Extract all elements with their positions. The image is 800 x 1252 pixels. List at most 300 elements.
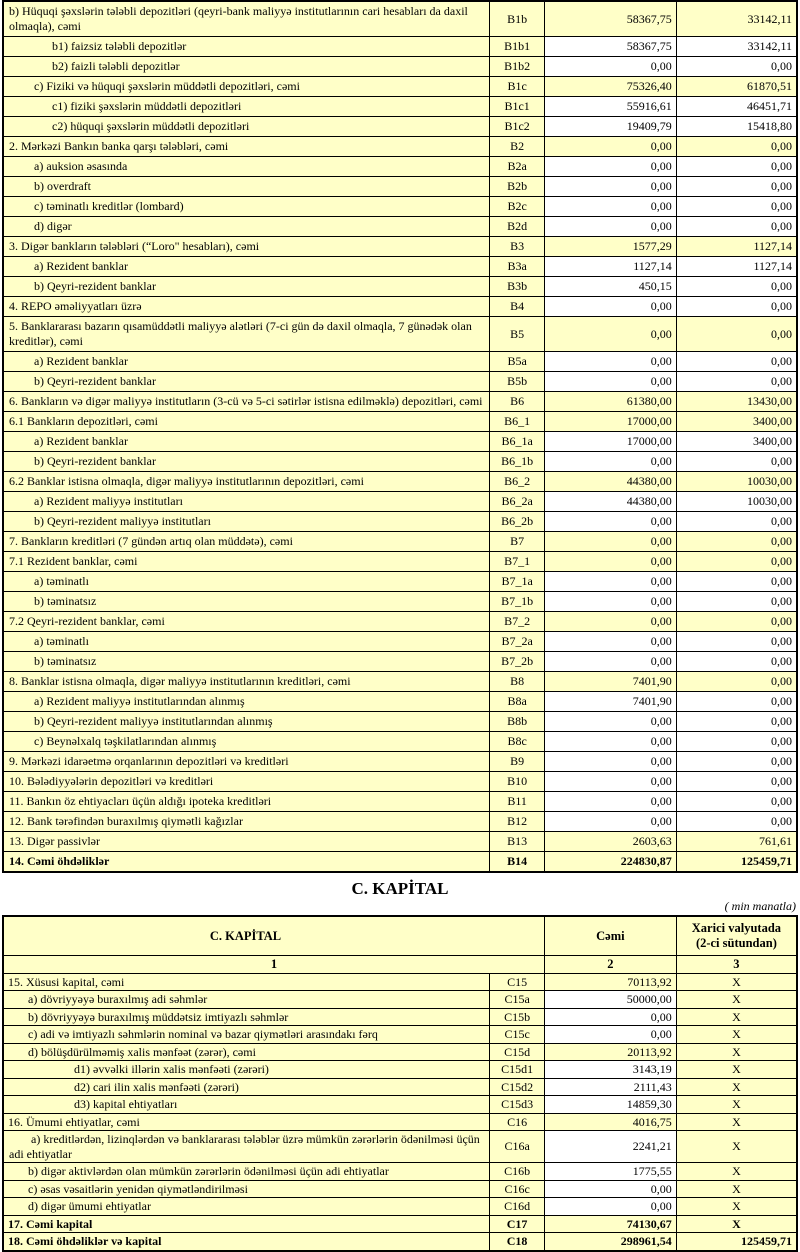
row-code: B3b bbox=[490, 277, 545, 297]
value-total: 0,00 bbox=[545, 137, 677, 157]
row-label: a) Rezident banklar bbox=[3, 432, 490, 452]
row-code: C16b bbox=[490, 1163, 545, 1181]
value-total: 0,00 bbox=[545, 712, 677, 732]
value-foreign-currency: 10030,00 bbox=[676, 492, 797, 512]
value-foreign-currency: 0,00 bbox=[676, 277, 797, 297]
row-C16d bbox=[3, 1198, 797, 1216]
row-code: B1c2 bbox=[490, 117, 545, 137]
row-code: C18 bbox=[490, 1233, 545, 1251]
row-code: C16d bbox=[490, 1198, 545, 1216]
row-B3b bbox=[3, 277, 797, 297]
row-B6_1b bbox=[3, 452, 797, 472]
row-code: B6_1 bbox=[490, 412, 545, 432]
row-code: B6_2 bbox=[490, 472, 545, 492]
row-code: B5b bbox=[490, 372, 545, 392]
row-code: B14 bbox=[490, 852, 545, 873]
row-label: b) Qeyri-rezident maliyyə institutları bbox=[3, 512, 490, 532]
row-C16 bbox=[3, 1113, 797, 1131]
value-total: 0,00 bbox=[545, 812, 677, 832]
row-code: B7_2a bbox=[490, 632, 545, 652]
row-label: b) təminatsız bbox=[3, 592, 490, 612]
row-B3 bbox=[3, 237, 797, 257]
row-code: C15c bbox=[490, 1026, 545, 1044]
row-code: C16 bbox=[490, 1113, 545, 1131]
row-B2c bbox=[3, 197, 797, 217]
value-foreign-currency: 0,00 bbox=[676, 532, 797, 552]
row-B14 bbox=[3, 852, 797, 873]
row-code: B6_2a bbox=[490, 492, 545, 512]
value-foreign-currency: 125459,71 bbox=[676, 852, 797, 873]
row-code: B8b bbox=[490, 712, 545, 732]
row-B5b bbox=[3, 372, 797, 392]
row-C18 bbox=[3, 1233, 797, 1251]
value-foreign-currency: 15418,80 bbox=[676, 117, 797, 137]
value-total: 70113,92 bbox=[545, 973, 677, 991]
row-B1c2 bbox=[3, 117, 797, 137]
row-label: c) əsas vəsaitlərin yenidən qiymətləndirilməsi bbox=[3, 1180, 490, 1198]
value-total: 0,00 bbox=[545, 552, 677, 572]
value-foreign-currency: 33142,11 bbox=[676, 1, 797, 37]
kapital-header-fx-line1: Xarici valyutada bbox=[691, 921, 782, 935]
row-code: B5a bbox=[490, 352, 545, 372]
value-total: 0,00 bbox=[545, 177, 677, 197]
row-B6 bbox=[3, 392, 797, 412]
row-label: d1) əvvəlki illərin xalis mənfəəti (zərəri) bbox=[3, 1061, 490, 1079]
row-label: b) Qeyri-rezident maliyyə institutlarından alınmış bbox=[3, 712, 490, 732]
row-code: B6_2b bbox=[490, 512, 545, 532]
row-label: 10. Bələdiyyələrin depozitləri və kreditləri bbox=[3, 772, 490, 792]
row-label: c) Beynəlxalq təşkilatlarından alınmış bbox=[3, 732, 490, 752]
row-code: B1c1 bbox=[490, 97, 545, 117]
row-label: a) dövriyyəyə buraxılmış adi səhmlər bbox=[3, 991, 490, 1009]
row-label: b) dövriyyəyə buraxılmış müddətsiz imtiyazlı səhmlər bbox=[3, 1008, 490, 1026]
row-label: 2. Mərkəzi Bankın banka qarşı tələbləri, cəmi bbox=[3, 137, 490, 157]
value-total: 298961,54 bbox=[545, 1233, 677, 1251]
row-C15d2 bbox=[3, 1078, 797, 1096]
row-label: b) təminatsız bbox=[3, 652, 490, 672]
row-label: 13. Digər passivlər bbox=[3, 832, 490, 852]
value-total: 20113,92 bbox=[545, 1043, 677, 1061]
row-code: B7 bbox=[490, 532, 545, 552]
row-B1c bbox=[3, 77, 797, 97]
row-label: 14. Cəmi öhdəliklər bbox=[3, 852, 490, 873]
row-label: b2) faizli tələbli depozitlər bbox=[3, 57, 490, 77]
row-code: B8c bbox=[490, 732, 545, 752]
row-code: B3 bbox=[490, 237, 545, 257]
row-code: B2b bbox=[490, 177, 545, 197]
value-foreign-currency: 0,00 bbox=[676, 217, 797, 237]
row-code: C15 bbox=[490, 973, 545, 991]
kapital-table bbox=[2, 915, 798, 1252]
row-B2 bbox=[3, 137, 797, 157]
row-code: B7_2 bbox=[490, 612, 545, 632]
kapital-header-fx-currency bbox=[676, 916, 797, 956]
row-B6_2 bbox=[3, 472, 797, 492]
row-C15d bbox=[3, 1043, 797, 1061]
value-total: 0,00 bbox=[545, 752, 677, 772]
value-total: 2241,21 bbox=[545, 1131, 677, 1163]
value-total: 7401,90 bbox=[545, 692, 677, 712]
value-total: 0,00 bbox=[545, 317, 677, 352]
value-foreign-currency: X bbox=[676, 1008, 797, 1026]
value-total: 2111,43 bbox=[545, 1078, 677, 1096]
row-code: B1b2 bbox=[490, 57, 545, 77]
row-label: a) təminatlı bbox=[3, 572, 490, 592]
row-code: B1c bbox=[490, 77, 545, 97]
value-total: 3143,19 bbox=[545, 1061, 677, 1079]
value-foreign-currency: 13430,00 bbox=[676, 392, 797, 412]
row-label: a) Rezident maliyyə institutları bbox=[3, 492, 490, 512]
row-label: 3. Digər bankların tələbləri (“Loro" hesabları), cəmi bbox=[3, 237, 490, 257]
value-total: 0,00 bbox=[545, 632, 677, 652]
value-foreign-currency: X bbox=[676, 1163, 797, 1181]
row-code: B7_1 bbox=[490, 552, 545, 572]
row-label: d3) kapital ehtiyatları bbox=[3, 1096, 490, 1114]
row-label: a) kreditlərdən, lizinqlərdən və banklararası tələblər üzrə mümkün zərərlərin ödənilməsi üçün adi ehtiyatlar bbox=[3, 1131, 490, 1163]
value-foreign-currency: 0,00 bbox=[676, 652, 797, 672]
row-code: C15d2 bbox=[490, 1078, 545, 1096]
value-total: 75326,40 bbox=[545, 77, 677, 97]
row-code: C15d bbox=[490, 1043, 545, 1061]
row-code: B6_1b bbox=[490, 452, 545, 472]
value-total: 0,00 bbox=[545, 1198, 677, 1216]
row-code: B9 bbox=[490, 752, 545, 772]
value-total: 58367,75 bbox=[545, 37, 677, 57]
row-B1c1 bbox=[3, 97, 797, 117]
value-total: 50000,00 bbox=[545, 991, 677, 1009]
row-label: b) Qeyri-rezident banklar bbox=[3, 452, 490, 472]
value-total: 0,00 bbox=[545, 652, 677, 672]
row-B7_1b bbox=[3, 592, 797, 612]
value-foreign-currency: 0,00 bbox=[676, 317, 797, 352]
value-foreign-currency: 0,00 bbox=[676, 552, 797, 572]
row-B12 bbox=[3, 812, 797, 832]
value-total: 55916,61 bbox=[545, 97, 677, 117]
value-total: 1127,14 bbox=[545, 257, 677, 277]
value-foreign-currency: 0,00 bbox=[676, 352, 797, 372]
row-code: B13 bbox=[490, 832, 545, 852]
row-label: 18. Cəmi öhdəliklər və kapital bbox=[3, 1233, 490, 1251]
value-total: 44380,00 bbox=[545, 472, 677, 492]
row-code: C15d3 bbox=[490, 1096, 545, 1114]
value-total: 0,00 bbox=[545, 512, 677, 532]
row-label: b) overdraft bbox=[3, 177, 490, 197]
row-code: B1b1 bbox=[490, 37, 545, 57]
row-B6_1 bbox=[3, 412, 797, 432]
row-C15d1 bbox=[3, 1061, 797, 1079]
value-total: 58367,75 bbox=[545, 1, 677, 37]
row-B1b bbox=[3, 1, 797, 37]
row-label: 12. Bank tərəfindən buraxılmış qiymətli kağızlar bbox=[3, 812, 490, 832]
section-title-kapital: C. KAPİTAL bbox=[351, 879, 449, 898]
row-code: B2c bbox=[490, 197, 545, 217]
row-label: 16. Ümumi ehtiyatlar, cəmi bbox=[3, 1113, 490, 1131]
row-C15c bbox=[3, 1026, 797, 1044]
value-total: 0,00 bbox=[545, 732, 677, 752]
row-label: 15. Xüsusi kapital, cəmi bbox=[3, 973, 490, 991]
value-foreign-currency: X bbox=[676, 991, 797, 1009]
row-label: a) təminatlı bbox=[3, 632, 490, 652]
value-foreign-currency: X bbox=[676, 1180, 797, 1198]
kapital-header-fx-line2: (2-ci sütundan) bbox=[695, 936, 777, 950]
row-code: B6_1a bbox=[490, 432, 545, 452]
column-number-2: 2 bbox=[545, 956, 677, 974]
row-code: B2d bbox=[490, 217, 545, 237]
row-code: B4 bbox=[490, 297, 545, 317]
value-foreign-currency: 3400,00 bbox=[676, 432, 797, 452]
row-B9 bbox=[3, 752, 797, 772]
value-total: 0,00 bbox=[545, 372, 677, 392]
value-foreign-currency: 0,00 bbox=[676, 452, 797, 472]
row-label: d) bölüşdürülməmiş xalis mənfəət (zərər), cəmi bbox=[3, 1043, 490, 1061]
value-foreign-currency: X bbox=[676, 1043, 797, 1061]
value-foreign-currency: 61870,51 bbox=[676, 77, 797, 97]
row-code: B2 bbox=[490, 137, 545, 157]
value-foreign-currency: 0,00 bbox=[676, 157, 797, 177]
row-label: b1) faizsiz tələbli depozitlər bbox=[3, 37, 490, 57]
value-foreign-currency: 0,00 bbox=[676, 812, 797, 832]
value-total: 450,15 bbox=[545, 277, 677, 297]
value-foreign-currency: 125459,71 bbox=[676, 1233, 797, 1251]
value-total: 0,00 bbox=[545, 592, 677, 612]
value-foreign-currency: 0,00 bbox=[676, 712, 797, 732]
row-B1b2 bbox=[3, 57, 797, 77]
row-label: c) təminatlı kreditlər (lombard) bbox=[3, 197, 490, 217]
value-foreign-currency: X bbox=[676, 1215, 797, 1233]
row-label: 17. Cəmi kapital bbox=[3, 1215, 490, 1233]
row-C16b bbox=[3, 1163, 797, 1181]
value-total: 0,00 bbox=[545, 452, 677, 472]
row-B6_2a bbox=[3, 492, 797, 512]
value-total: 14859,30 bbox=[545, 1096, 677, 1114]
value-foreign-currency: X bbox=[676, 973, 797, 991]
unit-note: ( min manatla) bbox=[724, 899, 796, 913]
row-B10 bbox=[3, 772, 797, 792]
row-B8c bbox=[3, 732, 797, 752]
value-foreign-currency: 0,00 bbox=[676, 137, 797, 157]
value-foreign-currency: 0,00 bbox=[676, 612, 797, 632]
row-B8 bbox=[3, 672, 797, 692]
value-total: 0,00 bbox=[545, 1026, 677, 1044]
value-foreign-currency: 0,00 bbox=[676, 732, 797, 752]
row-label: a) auksion əsasında bbox=[3, 157, 490, 177]
row-code: B7_1b bbox=[490, 592, 545, 612]
kapital-header-row bbox=[3, 916, 797, 956]
row-label: 6.1 Bankların depozitləri, cəmi bbox=[3, 412, 490, 432]
value-total: 2603,63 bbox=[545, 832, 677, 852]
row-code: B7_2b bbox=[490, 652, 545, 672]
value-foreign-currency: 0,00 bbox=[676, 57, 797, 77]
kapital-table-body bbox=[3, 916, 797, 1251]
row-B5a bbox=[3, 352, 797, 372]
row-B5 bbox=[3, 317, 797, 352]
row-B6_1a bbox=[3, 432, 797, 452]
value-foreign-currency: X bbox=[676, 1113, 797, 1131]
row-label: d) digər ümumi ehtiyatlar bbox=[3, 1198, 490, 1216]
row-label: d2) cari ilin xalis mənfəəti (zərəri) bbox=[3, 1078, 490, 1096]
row-B3a bbox=[3, 257, 797, 277]
row-code: C16c bbox=[490, 1180, 545, 1198]
row-C17 bbox=[3, 1215, 797, 1233]
row-label: b) Qeyri-rezident banklar bbox=[3, 372, 490, 392]
row-label: b) Qeyri-rezident banklar bbox=[3, 277, 490, 297]
value-foreign-currency: 0,00 bbox=[676, 572, 797, 592]
value-total: 0,00 bbox=[545, 352, 677, 372]
row-label: 8. Banklar istisna olmaqla, digər maliyyə institutlarının kreditləri, cəmi bbox=[3, 672, 490, 692]
value-total: 7401,90 bbox=[545, 672, 677, 692]
value-foreign-currency: 0,00 bbox=[676, 792, 797, 812]
row-B4 bbox=[3, 297, 797, 317]
value-foreign-currency: 10030,00 bbox=[676, 472, 797, 492]
value-total: 74130,67 bbox=[545, 1215, 677, 1233]
row-label: a) Rezident maliyyə institutlarından alınmış bbox=[3, 692, 490, 712]
row-code: B5 bbox=[490, 317, 545, 352]
row-B7 bbox=[3, 532, 797, 552]
row-code: B11 bbox=[490, 792, 545, 812]
value-foreign-currency: 0,00 bbox=[676, 592, 797, 612]
value-total: 1577,29 bbox=[545, 237, 677, 257]
value-total: 224830,87 bbox=[545, 852, 677, 873]
row-label: 7. Bankların kreditləri (7 gündən artıq olan müddətə), cəmi bbox=[3, 532, 490, 552]
row-code: B2a bbox=[490, 157, 545, 177]
row-code: B8 bbox=[490, 672, 545, 692]
row-label: c2) hüquqi şəxslərin müddətli depozitləri bbox=[3, 117, 490, 137]
row-label: c1) fiziki şəxslərin müddətli depozitləri bbox=[3, 97, 490, 117]
row-label: 11. Bankın öz ehtiyacları üçün aldığı ipoteka kreditləri bbox=[3, 792, 490, 812]
row-B2a bbox=[3, 157, 797, 177]
row-B7_2b bbox=[3, 652, 797, 672]
value-foreign-currency: 761,61 bbox=[676, 832, 797, 852]
value-total: 0,00 bbox=[545, 572, 677, 592]
row-B2d bbox=[3, 217, 797, 237]
value-foreign-currency: 1127,14 bbox=[676, 257, 797, 277]
row-label: a) Rezident banklar bbox=[3, 257, 490, 277]
value-foreign-currency: 0,00 bbox=[676, 177, 797, 197]
value-foreign-currency: 0,00 bbox=[676, 512, 797, 532]
row-label: b) digər aktivlərdən olan mümkün zərərlərin ödənilməsi üçün adi ehtiyatlar bbox=[3, 1163, 490, 1181]
value-total: 0,00 bbox=[545, 1008, 677, 1026]
value-foreign-currency: X bbox=[676, 1026, 797, 1044]
value-total: 44380,00 bbox=[545, 492, 677, 512]
value-total: 0,00 bbox=[545, 197, 677, 217]
value-foreign-currency: 0,00 bbox=[676, 197, 797, 217]
value-foreign-currency: X bbox=[676, 1131, 797, 1163]
row-label: b) Hüquqi şəxslərin tələbli depozitləri (qeyri-bank maliyyə institutlarının cari hesabları da daxil olmaqla), cəmi bbox=[3, 1, 490, 37]
row-label: c) adi və imtiyazlı səhmlərin nominal və bazar qiymətləri arasındakı fərq bbox=[3, 1026, 490, 1044]
row-label: 5. Banklararası bazarın qısamüddətli maliyyə alətləri (7-ci gün də daxil olmaqla, 7 günədək olan kreditlər), cəmi bbox=[3, 317, 490, 352]
row-code: B12 bbox=[490, 812, 545, 832]
value-total: 0,00 bbox=[545, 297, 677, 317]
value-total: 17000,00 bbox=[545, 412, 677, 432]
row-C15 bbox=[3, 973, 797, 991]
row-code: B8a bbox=[490, 692, 545, 712]
value-foreign-currency: X bbox=[676, 1198, 797, 1216]
value-total: 0,00 bbox=[545, 612, 677, 632]
value-foreign-currency: 0,00 bbox=[676, 752, 797, 772]
value-foreign-currency: X bbox=[676, 1078, 797, 1096]
row-B6_2b bbox=[3, 512, 797, 532]
value-total: 19409,79 bbox=[545, 117, 677, 137]
row-B13 bbox=[3, 832, 797, 852]
value-total: 0,00 bbox=[545, 1180, 677, 1198]
liabilities-table-body bbox=[3, 1, 797, 872]
value-foreign-currency: 46451,71 bbox=[676, 97, 797, 117]
row-code: B3a bbox=[490, 257, 545, 277]
row-code: B6 bbox=[490, 392, 545, 412]
row-label: 7.1 Rezident banklar, cəmi bbox=[3, 552, 490, 572]
row-C15d3 bbox=[3, 1096, 797, 1114]
value-total: 0,00 bbox=[545, 772, 677, 792]
row-C15a bbox=[3, 991, 797, 1009]
row-B1b1 bbox=[3, 37, 797, 57]
row-C16c bbox=[3, 1180, 797, 1198]
row-code: B1b bbox=[490, 1, 545, 37]
value-foreign-currency: 0,00 bbox=[676, 297, 797, 317]
row-B7_1 bbox=[3, 552, 797, 572]
row-label: d) digər bbox=[3, 217, 490, 237]
row-B2b bbox=[3, 177, 797, 197]
row-label: 6.2 Banklar istisna olmaqla, digər maliyyə institutlarının depozitləri, cəmi bbox=[3, 472, 490, 492]
row-code: C15d1 bbox=[490, 1061, 545, 1079]
value-foreign-currency: 33142,11 bbox=[676, 37, 797, 57]
row-code: B10 bbox=[490, 772, 545, 792]
row-label: 9. Mərkəzi idarəetmə orqanlarının depozitləri və kreditləri bbox=[3, 752, 490, 772]
row-label: c) Fiziki və hüquqi şəxslərin müddətli depozitləri, cəmi bbox=[3, 77, 490, 97]
row-code: C15b bbox=[490, 1008, 545, 1026]
value-total: 0,00 bbox=[545, 792, 677, 812]
kapital-header-title: C. KAPİTAL bbox=[3, 916, 545, 956]
row-B11 bbox=[3, 792, 797, 812]
row-code: C16a bbox=[490, 1131, 545, 1163]
row-B8a bbox=[3, 692, 797, 712]
value-total: 0,00 bbox=[545, 57, 677, 77]
kapital-column-number-row bbox=[3, 956, 797, 974]
row-code: B7_1a bbox=[490, 572, 545, 592]
row-C15b bbox=[3, 1008, 797, 1026]
value-foreign-currency: 0,00 bbox=[676, 672, 797, 692]
value-foreign-currency: X bbox=[676, 1061, 797, 1079]
row-B7_2 bbox=[3, 612, 797, 632]
value-foreign-currency: 0,00 bbox=[676, 372, 797, 392]
value-total: 1775,55 bbox=[545, 1163, 677, 1181]
value-total: 0,00 bbox=[545, 532, 677, 552]
row-label: 6. Bankların və digər maliyyə institutların (3-cü və 5-ci sətirlər istisna edilməklə) depozitləri, cəmi bbox=[3, 392, 490, 412]
value-total: 61380,00 bbox=[545, 392, 677, 412]
row-code: C17 bbox=[490, 1215, 545, 1233]
liabilities-table bbox=[2, 0, 798, 873]
value-total: 4016,75 bbox=[545, 1113, 677, 1131]
value-foreign-currency: 0,00 bbox=[676, 772, 797, 792]
value-foreign-currency: X bbox=[676, 1096, 797, 1114]
value-total: 0,00 bbox=[545, 157, 677, 177]
row-code: C15a bbox=[490, 991, 545, 1009]
row-label: 4. REPO əməliyyatları üzrə bbox=[3, 297, 490, 317]
column-number-1: 1 bbox=[3, 956, 545, 974]
value-total: 0,00 bbox=[545, 217, 677, 237]
row-B7_2a bbox=[3, 632, 797, 652]
row-label: a) Rezident banklar bbox=[3, 352, 490, 372]
kapital-header-total: Cəmi bbox=[545, 916, 677, 956]
value-foreign-currency: 0,00 bbox=[676, 692, 797, 712]
row-C16a bbox=[3, 1131, 797, 1163]
column-number-3: 3 bbox=[676, 956, 797, 974]
value-foreign-currency: 0,00 bbox=[676, 632, 797, 652]
row-B7_1a bbox=[3, 572, 797, 592]
row-label: 7.2 Qeyri-rezident banklar, cəmi bbox=[3, 612, 490, 632]
value-foreign-currency: 3400,00 bbox=[676, 412, 797, 432]
value-total: 17000,00 bbox=[545, 432, 677, 452]
row-B8b bbox=[3, 712, 797, 732]
